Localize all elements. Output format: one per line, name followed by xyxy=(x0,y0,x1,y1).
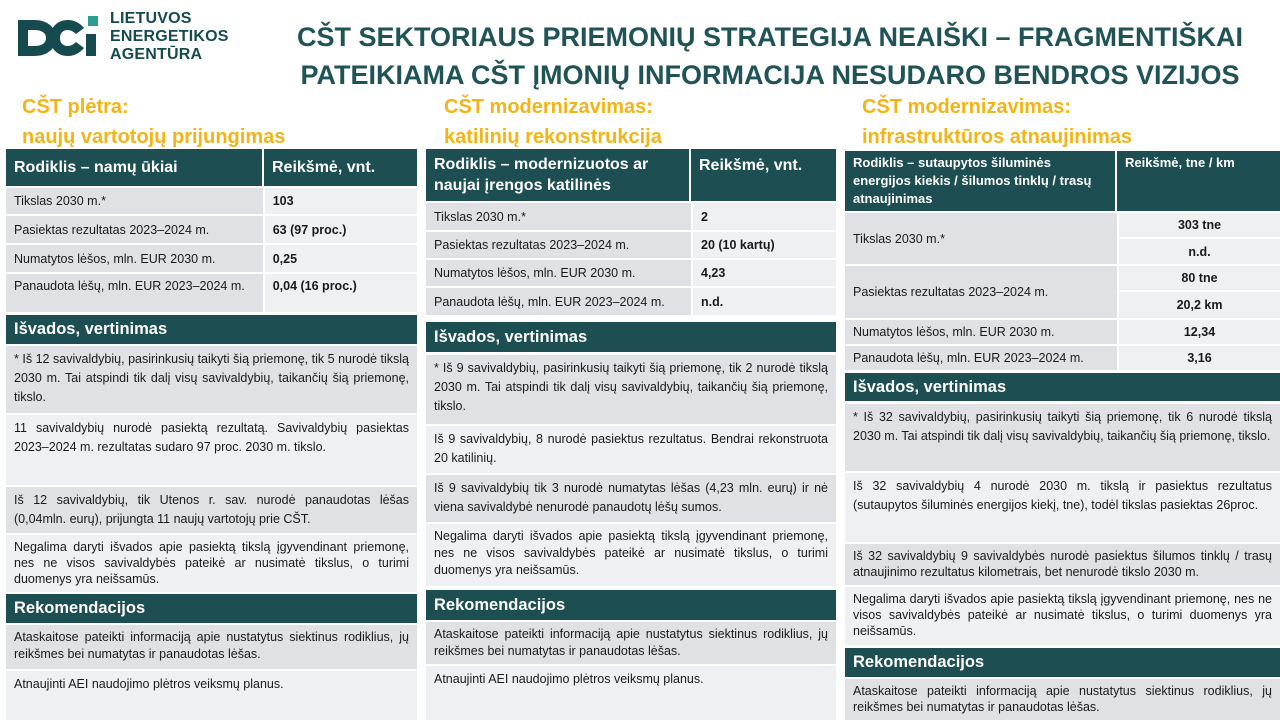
col2-header-indicator: Rodiklis – modernizuotos ar naujai įrengos katilinės xyxy=(426,149,691,201)
col2-table-header xyxy=(426,149,836,201)
table-row xyxy=(6,216,417,243)
col3-heading xyxy=(862,92,1132,152)
logo-line: AGENTŪRA xyxy=(110,46,203,63)
col1-recommendations-title: Rekomendacijos xyxy=(6,594,417,623)
col2-header-value: Reikšmė, vnt. xyxy=(699,157,803,174)
col2-conclusions-title: Išvados, vertinimas xyxy=(426,322,836,352)
row-value: 63 (97 proc.) xyxy=(265,216,417,243)
col3-recommendations-title: Rekomendacijos xyxy=(845,648,1280,677)
row-value: 0,04 (16 proc.) xyxy=(265,274,417,312)
page-title xyxy=(260,18,1280,94)
col3-conclusion: Iš 32 savivaldybių 9 savivaldybės nurodė pasiektus šilumos tinklų / trasų atnaujinimo rezultatus kilometrais, bet nenurodė tikslo 2030 m. xyxy=(845,544,1280,585)
col1-heading-line-2: naujų vartotojų prijungimas xyxy=(22,126,286,148)
col1-heading-line-1: CŠT plėtra: xyxy=(22,96,129,118)
col1-header-value: Reikšmė, vnt. xyxy=(272,158,376,176)
col3-heading-line-1: CŠT modernizavimas: xyxy=(862,96,1071,118)
col3-conclusion: Negalima daryti išvados apie pasiektą tikslą įgyvendinant priemonę, nes ne visos savivaldybės pateikė ar nusimatė tikslus, o turimi duomenys yra neišsamūs. xyxy=(845,587,1280,645)
table-row xyxy=(426,260,836,286)
col3-recommendation: Ataskaitose pateikti informaciją apie nustatytus siektinus rodiklius, jų reikšmes bei numatytas ir panaudotas lėšas. xyxy=(845,679,1280,720)
row-value: 12,34 xyxy=(1119,320,1280,344)
col1-recommendation: Ataskaitose pateikti informaciją apie nustatytus siektinus rodiklius, jų reikšmes bei numatytas ir panaudotas lėšas. xyxy=(6,625,417,669)
row-value: 303 tne xyxy=(1119,213,1280,237)
col2-recommendation: Atnaujinti AEI naudojimo plėtros veiksmų planus. xyxy=(426,666,836,720)
title-line-2: PATEIKIAMA CŠT ĮMONIŲ INFORMACIJA NESUDARO BENDROS VIZIJOS xyxy=(300,60,1240,90)
col1-conclusion: 11 savivaldybių nurodė pasiektą rezultatą. Savivaldybių pasiektas 2023–2024 m. rezultatas sudaro 97 proc. 2030 m. tikslo. xyxy=(6,415,417,485)
agency-logo xyxy=(12,10,232,70)
col3-conclusion: Iš 32 savivaldybių 4 nurodė 2030 m. tikslą ir pasiektus rezultatus (sutaupytos šiluminės energijos kiekį, tne), todėl tikslas pasiektas 26proc. xyxy=(845,473,1280,542)
title-line-1: CŠT SEKTORIAUS PRIEMONIŲ STRATEGIJA NEAIŠKI – FRAGMENTIŠKAI xyxy=(296,22,1244,52)
row-value: 20,2 km xyxy=(1119,292,1280,318)
row-value: 2 xyxy=(693,203,836,230)
row-label: Panaudota lėšų, mln. EUR 2023–2024 m. xyxy=(6,274,263,312)
row-label: Tikslas 2030 m.* xyxy=(426,203,691,230)
col2-recommendation: Ataskaitose pateikti informaciją apie nustatytus siektinus rodiklius, jų reikšmes bei numatytas ir panaudotas lėšas. xyxy=(426,622,836,664)
row-value: 4,23 xyxy=(693,260,836,286)
table-row xyxy=(845,266,1280,318)
logo-text xyxy=(110,10,229,64)
table-row xyxy=(6,245,417,272)
row-label: Numatytos lėšos, mln. EUR 2030 m. xyxy=(426,260,691,286)
row-value: 80 tne xyxy=(1119,266,1280,290)
row-label: Tikslas 2030 m.* xyxy=(845,213,1117,264)
col2-conclusion: Iš 9 savivaldybių, 8 nurodė pasiektus rezultatus. Bendrai rekonstruota 20 katilinių. xyxy=(426,426,836,473)
col1-heading xyxy=(22,92,285,152)
col3-header-value: Reikšmė, tne / km xyxy=(1125,155,1235,170)
col2-heading-line-1: CŠT modernizavimas: xyxy=(444,96,653,118)
row-label: Pasiektas rezultatas 2023–2024 m. xyxy=(6,216,263,243)
row-label: Tikslas 2030 m.* xyxy=(6,188,263,214)
col1-table-header xyxy=(6,149,417,186)
table-row xyxy=(426,288,836,315)
row-value: n.d. xyxy=(693,288,836,315)
row-value: 103 xyxy=(265,188,417,214)
col1-header-indicator: Rodiklis – namų ūkiai xyxy=(6,149,264,186)
row-value: 20 (10 kartų) xyxy=(693,232,836,258)
col3-conclusion: * Iš 32 savivaldybių, pasirinkusių taikyti šią priemonę, tik 6 nurodė tikslą 2030 m. Tai atspindi tik dalį visų savivaldybių, taikančių šią priemonę, tikslo. xyxy=(845,404,1280,471)
row-value-group xyxy=(1119,266,1280,318)
row-value: 3,16 xyxy=(1119,346,1280,370)
logo-line: LIETUVOS xyxy=(110,10,192,27)
table-row xyxy=(845,346,1280,370)
row-label: Panaudota lėšų, mln. EUR 2023–2024 m. xyxy=(845,346,1117,370)
col1-conclusion: * Iš 12 savivaldybių, pasirinkusių taikyti šią priemonę, tik 5 nurodė tikslą 2030 m. Tai atspindi tik dalį visų savivaldybių, taikančių šią priemonę, tikslo. xyxy=(6,346,417,413)
col2-conclusion: Negalima daryti išvados apie pasiektą tikslą įgyvendinant priemonę, nes ne visos savivaldybės pateikė ar nusimatė tikslus, o turimi duomenys yra neišsamūs. xyxy=(426,524,836,586)
logo-mark-icon xyxy=(12,12,100,64)
row-value-group xyxy=(1119,213,1280,264)
col2-recommendations-title: Rekomendacijos xyxy=(426,590,836,620)
col2-conclusion: Iš 9 savivaldybių tik 3 nurodė numatytas lėšas (4,23 mln. eurų) ir nė viena savivaldybė nenurodė panaudotų lėšų sumos. xyxy=(426,475,836,522)
row-label: Numatytos lėšos, mln. EUR 2030 m. xyxy=(845,320,1117,344)
col3-heading-line-2: infrastruktūros atnaujinimas xyxy=(862,126,1133,148)
row-value: n.d. xyxy=(1119,239,1280,264)
table-row xyxy=(426,232,836,258)
col1-conclusions-title: Išvados, vertinimas xyxy=(6,315,417,344)
row-label: Pasiektas rezultatas 2023–2024 m. xyxy=(426,232,691,258)
col3-conclusions-title: Išvados, vertinimas xyxy=(845,373,1280,401)
table-row xyxy=(845,320,1280,344)
col1-conclusion: Negalima daryti išvados apie pasiektą tikslą įgyvendinant priemonę, nes ne visos savivaldybės pateikė ar nusimatė tikslus, o turimi duomenys yra neišsamūs. xyxy=(6,535,417,592)
col3-table-header xyxy=(845,151,1280,211)
col1-conclusion: Iš 12 savivaldybių, tik Utenos r. sav. nurodė panaudotas lėšas (0,04mln. eurų), prijungta 11 naujų vartotojų prie CŠT. xyxy=(6,487,417,533)
row-label: Panaudota lėšų, mln. EUR 2023–2024 m. xyxy=(426,288,691,315)
col2-heading-line-2: katilinių rekonstrukcija xyxy=(444,126,662,148)
row-label: Pasiektas rezultatas 2023–2024 m. xyxy=(845,266,1117,318)
table-row xyxy=(6,274,417,312)
col2-heading xyxy=(444,92,662,152)
table-row xyxy=(6,188,417,214)
col3-header-indicator: Rodiklis – sutaupytos šiluminės energijos kiekis / šilumos tinklų / trasų atnaujinimas xyxy=(845,151,1117,211)
row-value: 0,25 xyxy=(265,245,417,272)
table-row xyxy=(426,203,836,230)
logo-line: ENERGETIKOS xyxy=(110,28,229,45)
col1-recommendation: Atnaujinti AEI naudojimo plėtros veiksmų planus. xyxy=(6,671,417,720)
table-row xyxy=(845,213,1280,264)
row-label: Numatytos lėšos, mln. EUR 2030 m. xyxy=(6,245,263,272)
col2-conclusion: * Iš 9 savivaldybių, pasirinkusių taikyti šią priemonę, tik 2 nurodė tikslą 2030 m. Tai atspindi tik dalį visų savivaldybių, taikančių šią priemonę, tikslo. xyxy=(426,355,836,424)
